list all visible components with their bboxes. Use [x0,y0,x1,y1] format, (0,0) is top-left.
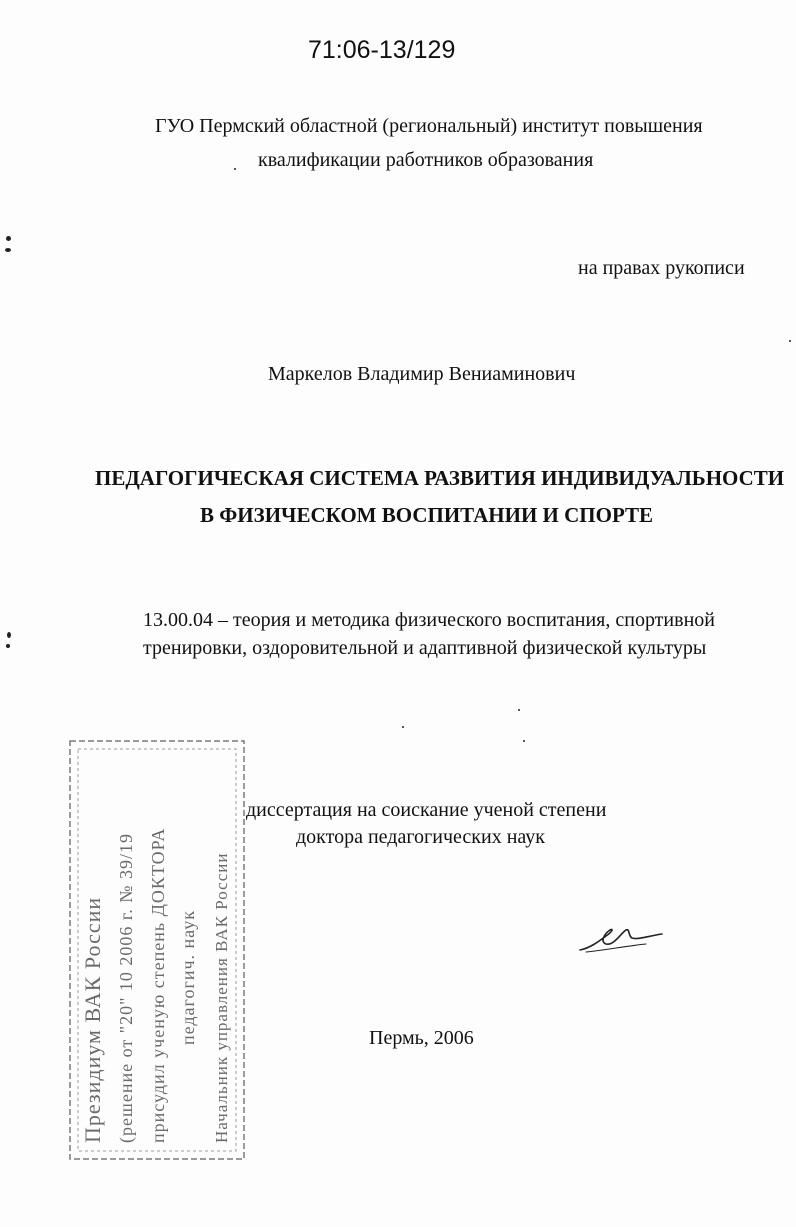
stamp-line-3: присудил ученую степень ДОКТОРА [148,827,168,1143]
degree-line-1: диссертация на соискание ученой степени [246,799,607,821]
signature [576,912,666,960]
stamp-text-block [66,735,250,1165]
scan-speck [518,709,520,711]
institution-line-2: квалификации работников образования [258,149,594,171]
degree-line-2: доктора педагогических наук [296,826,545,848]
specialty-line-2: тренировки, оздоровительной и адаптивной физической культуры [143,637,707,659]
author-name: Маркелов Владимир Вениаминович [268,363,576,385]
scan-speck [7,632,11,638]
title-line-1: ПЕДАГОГИЧЕСКАЯ СИСТЕМА РАЗВИТИЯ ИНДИВИДУАЛЬНОСТИ [95,466,785,490]
stamp-line-2: (решение от "20" 10 2006 г. № 39/19 [116,833,136,1143]
stamp-line-5: Начальник управления ВАК России [212,852,231,1143]
scan-speck [6,644,10,648]
scan-speck [523,740,525,742]
scan-speck [234,168,236,170]
scan-speck [5,248,11,252]
institution-line-1: ГУО Пермский областной (региональный) институт повышения [155,115,703,137]
stamp-line-1: Президиум ВАК России [80,896,105,1143]
stamp-line-4: педагогич. наук [178,910,198,1045]
title-line-2: В ФИЗИЧЕСКОМ ВОСПИТАНИИ И СПОРТЕ [200,503,654,527]
approval-stamp [66,735,250,1165]
scan-speck [402,726,404,728]
scan-speck [789,340,791,342]
scan-speck [6,236,11,241]
manuscript-note: на правах рукописи [578,257,745,279]
place-year: Пермь, 2006 [369,1027,474,1049]
specialty-line-1: 13.00.04 – теория и методика физического воспитания, спортивной [143,609,715,631]
archive-code: 71:06-13/129 [308,36,456,64]
